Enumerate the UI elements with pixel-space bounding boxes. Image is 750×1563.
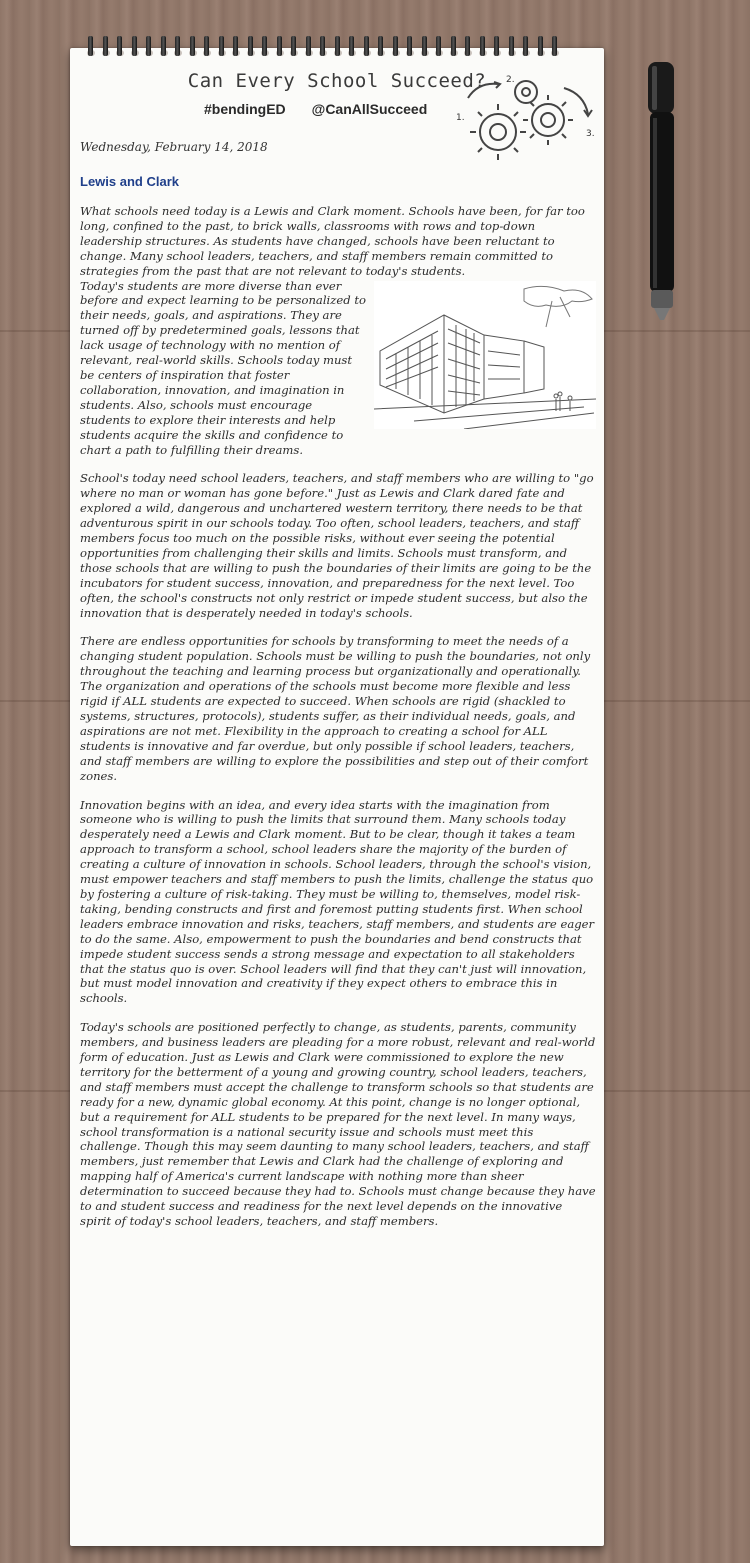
binding-coil (248, 36, 253, 56)
gears-process-icon (448, 70, 598, 170)
binding-coil (262, 36, 267, 56)
post-title[interactable]: Lewis and Clark (80, 174, 179, 189)
binding-coil (335, 36, 340, 56)
spiral-binding (88, 36, 588, 64)
binding-coil (407, 36, 412, 56)
binding-coil (175, 36, 180, 56)
binding-coil (320, 36, 325, 56)
binding-coil (146, 36, 151, 56)
paragraph: What schools need today is a Lewis and Clark moment. Schools have been, for far too long, confined to the past, to brick walls, classrooms with rows and top-down leadership structures. As students have changed, schools have been reluctant to change. Many school leaders, teachers, and staff members remain committed to strategies from the past that are not relevant to today's students. (80, 204, 585, 278)
binding-coil (204, 36, 209, 56)
binding-coil (88, 36, 93, 56)
binding-coil (306, 36, 311, 56)
gear-number-2: 2. (506, 75, 515, 85)
binding-coil (480, 36, 485, 56)
social-tags (204, 101, 453, 117)
binding-coil (219, 36, 224, 56)
binding-coil (132, 36, 137, 56)
gear-number-3: 3. (586, 129, 595, 139)
paragraph: There are endless opportunities for schools by transforming to meet the needs of a changing student population. Schools must be willing to push the boundaries, not only throughout the teaching and learning process but organizationally and operationally. The organization and operations of the schools must become more flexible and less rigid if ALL students are expected to succeed. When schools are rigid (shackled to systems, structures, protocols), students suffer, as their individual needs, goals, and aspirations are not met. Flexibility in the approach to creating a school for ALL students is innovative and far overdue, but only possible if school leaders, teachers, and staff members are willing to explore the possibilities and step out of their comfort zones. (80, 634, 591, 783)
paragraph: School's today need school leaders, teachers, and staff members who are willing to "go where no man or woman has gone before." Just as Lewis and Clark dared fate and explored a wild, dangerous and unchartered western territory, there needs to be that adventurous spirit in our schools today. Too often, school leaders, teachers, and staff members focus too much on the possible risks, without ever seeing the potential opportunities from challenging their skills and limits. Schools must transform, and those schools that are willing to push the boundaries of their limits are going to be the incubators for student success, innovation, and preparedness for the next level. Too often, the school's constructs not only restrict or impede student success, but also the innovation that is desperately needed in today's schools. (80, 471, 594, 620)
paragraph: Innovation begins with an idea, and every idea starts with the imagination from someone who is willing to push the limits that surround them. Many schools today desperately need a Lewis and Clark moment. But to be clear, though it takes a team approach to transform a school, school leaders share the majority of the burden of creating a culture of innovation in schools. School leaders, through the school's vision, must empower teachers and staff members to push the limits, challenge the status quo by fostering a culture of risk-taking. They must be willing to, themselves, model risk-taking, bending constructs and first and foremost putting students first. When school leaders embrace innovation and risks, teachers, staff members, and students are eager to do the same. Also, empowerment to push the boundaries and bend constructs that impede student success sends a strong message and expectation to all stakeholders that the status quo is over. School leaders will find that they can't just will innovation, but must model innovation and creativity if they expect others to embrace this in schools. (80, 797, 595, 1006)
binding-coil (349, 36, 354, 56)
binding-coil (277, 36, 282, 56)
post-date: Wednesday, February 14, 2018 (80, 140, 268, 154)
post-body (80, 204, 596, 1229)
binding-coil (190, 36, 195, 56)
binding-coil (538, 36, 543, 56)
binding-coil (161, 36, 166, 56)
binding-coil (103, 36, 108, 56)
binding-coil (291, 36, 296, 56)
paragraph: Today's schools are positioned perfectly to change, as students, parents, community members, and business leaders are pleading for a more robust, relevant and real-world form of education. Just as Lewis and Clark were commissioned to explore the new territory for the betterment of a young and growing country, school leaders, teachers, and staff members must accept the challenge to transform schools so that students are ready for a new, dynamic global economy. At this point, change is no longer optional, but a requirement for ALL students to be prepared for the next level. In many ways, school transformation is a national security issue and schools must meet this challenge. Though this may seem daunting to many school leaders, teachers, and staff members, just remember that Lewis and Clark had the challenge of exploring and mapping half of America's current landscape with nothing more than sheer determination to succeed because they had to. Schools must change because they have to and student success and readiness for the next level depends on the innovative spirit of today's school leaders, teachers, and staff members. (80, 1020, 596, 1228)
pen-icon (640, 58, 690, 320)
binding-coil (552, 36, 557, 56)
binding-coil (378, 36, 383, 56)
page-title: Can Every School Succeed? (187, 70, 487, 92)
binding-coil (436, 36, 441, 56)
school-building-sketch (374, 281, 596, 429)
binding-coil (117, 36, 122, 56)
binding-coil (494, 36, 499, 56)
paragraph: Today's students are more diverse than ever before and expect learning to be personalized to their needs, goals, and aspirations. They are turned off by predetermined goals, lessons that lack usage of technology with no mention of relevant, real-world skills. Schools today must be centers of inspiration that foster collaboration, innovation, and imagination in students. Also, schools must encourage students to explore their interests and help students acquire the skills and confidence to chart a path to fulfilling their dreams. (80, 278, 366, 457)
hashtag[interactable]: #bendingED (204, 101, 286, 117)
binding-coil (523, 36, 528, 56)
binding-coil (422, 36, 427, 56)
binding-coil (451, 36, 456, 56)
binding-coil (233, 36, 238, 56)
binding-coil (465, 36, 470, 56)
notebook-page (70, 48, 604, 1546)
binding-coil (364, 36, 369, 56)
gear-number-1: 1. (456, 113, 465, 123)
binding-coil (393, 36, 398, 56)
binding-coil (509, 36, 514, 56)
twitter-handle[interactable]: @CanAllSucceed (311, 101, 428, 117)
